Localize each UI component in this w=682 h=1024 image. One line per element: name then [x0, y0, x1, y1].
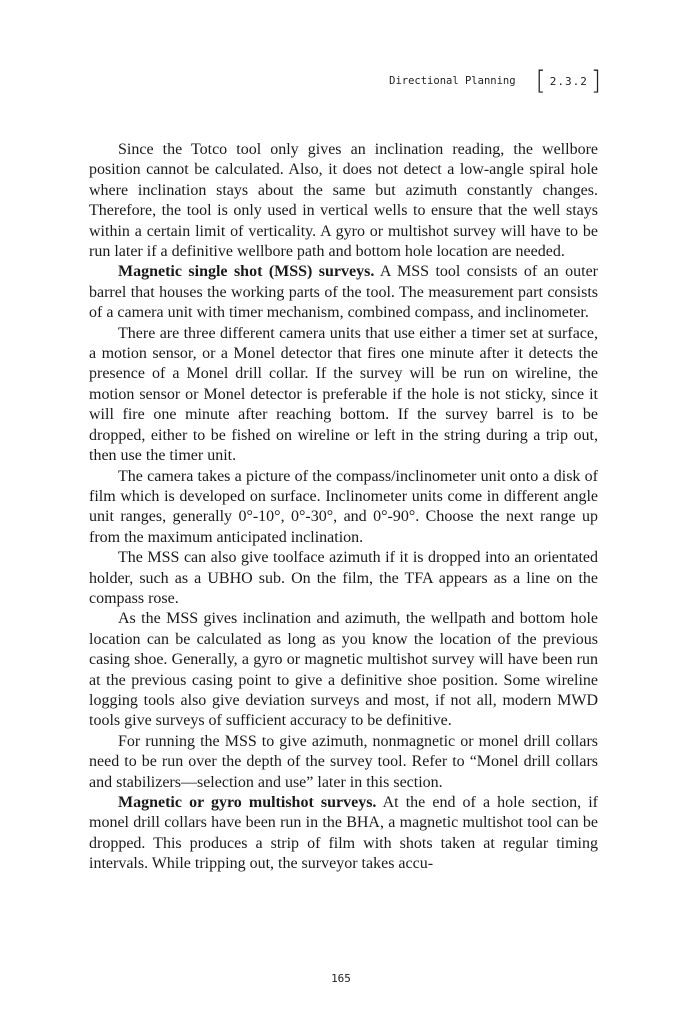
- paragraph-text: A MSS tool consists of an outer barrel that houses the working parts of the tool. The measurement part consists of a camera unit with timer mechanism, combined compass, and inclinometer.: [89, 263, 599, 322]
- paragraph-text: For running the MSS to give azimuth, nonmagnetic or monel drill collars need to be run over the depth of the survey tool. Refer to “Monel drill collars and stabilizers—selection and use” later in this section.: [89, 732, 598, 791]
- paragraph: [89, 548, 598, 609]
- paragraph: [89, 140, 598, 262]
- bracket-close: ]: [590, 66, 602, 96]
- running-header: [389, 68, 602, 94]
- paragraph: [89, 793, 598, 875]
- paragraph: [89, 467, 598, 549]
- paragraph: [89, 609, 598, 731]
- paragraph-text: Since the Totco tool only gives an inclination reading, the wellbore position cannot be calculated. Also, it does not detect a low-angle spiral hole where inclination stays about the same but azimuth constantly changes. Therefore, the tool is only used in vertical wells to ensure that the well stays within a certain limit of verticality. A gyro or multishot survey will have to be run later if a definitive wellbore path and bottom hole location are needed.: [89, 141, 598, 261]
- bracket-open: [: [535, 66, 547, 96]
- section-marker: [536, 68, 602, 94]
- page-number: 165: [331, 972, 351, 985]
- paragraph-text: The MSS can also give toolface azimuth if it is dropped into an orientated holder, such as a UBHO sub. On the film, the TFA appears as a line on the compass rose.: [89, 549, 598, 607]
- paragraph-text: As the MSS gives inclination and azimuth, the wellpath and bottom hole location can be calculated as long as you know the location of the previous casing shoe. Generally, a gyro or magnetic multishot survey will have been run at the previous casing point to give a definitive shoe position. Some wireline logging tools also give deviation surveys and most, if not all, modern MWD tools give surveys of sufficient accuracy to be definitive.: [89, 610, 598, 730]
- section-number: 2.3.2: [549, 74, 588, 88]
- paragraph: [89, 732, 598, 793]
- paragraph-lead: Magnetic or gyro multishot surveys.: [118, 794, 377, 811]
- paragraph-text: There are three different camera units that use either a timer set at surface, a motion sensor, or a Monel detector that fires one minute after it detects the presence of a Monel drill collar. If the survey will be run on wireline, the motion sensor or Monel detector is preferable if the hole is not sticky, since it will fire one minute after reaching bottom. If the survey barrel is to be dropped, either to be fished on wireline or left in the string during a trip out, then use the timer unit.: [89, 324, 598, 465]
- paragraph-text: The camera takes a picture of the compass/inclinometer unit onto a disk of film which is developed on surface. Inclinometer units come in different angle unit ranges, generally 0°-10°, 0°-30°, and 0°-90°. Choose the next range up from the maximum anticipated inclination.: [89, 467, 598, 546]
- paragraph-lead: Magnetic single shot (MSS) surveys.: [118, 263, 375, 281]
- paragraph-text: At the end of a hole section, if monel drill collars have been run in the BHA, a magnetic multishot tool can be dropped. This produces a strip of film with shots taken at regular timing intervals. While tripping out, the surveyor takes accu-: [89, 794, 598, 873]
- body-text: [89, 140, 598, 875]
- running-title: Directional Planning: [389, 75, 516, 87]
- paragraph: [89, 324, 598, 467]
- paragraph: [89, 262, 598, 323]
